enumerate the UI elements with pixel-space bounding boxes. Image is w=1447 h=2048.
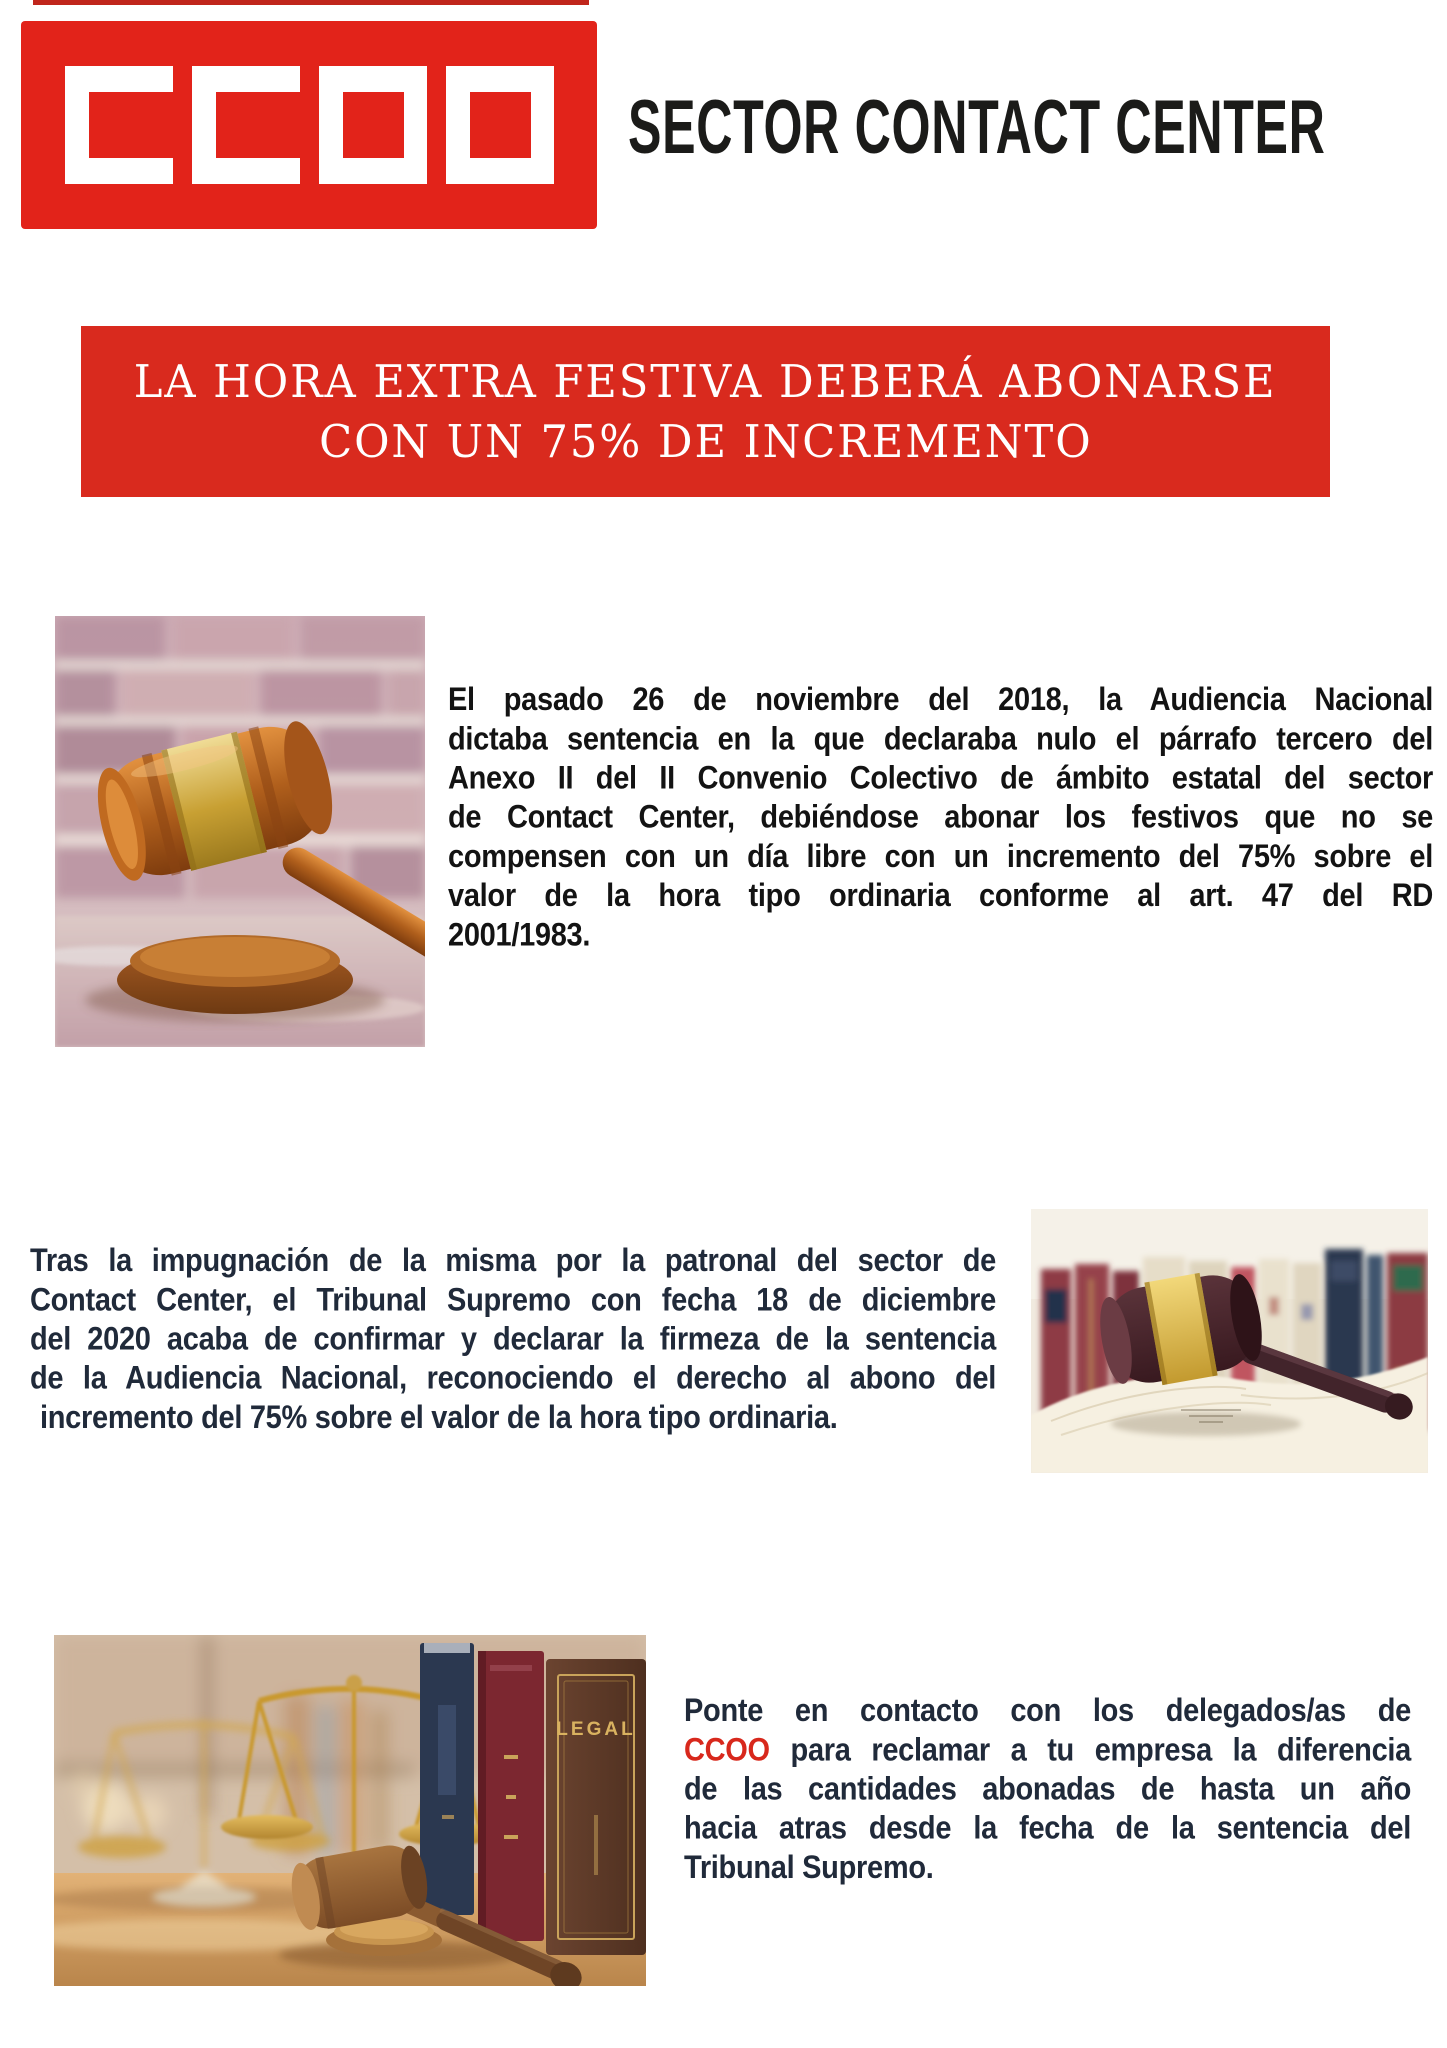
paragraph-line: Anexo II del II Convenio Colectivo de ámbito estatal del sector <box>448 760 1433 797</box>
paragraph-line: dictaba sentencia en la que declaraba nulo el párrafo tercero del <box>448 721 1433 758</box>
paragraph-line: 2001/1983. <box>448 917 591 954</box>
ccoo-highlight: CCOO <box>684 1732 770 1769</box>
legal-book-spine-text: LEGAL <box>556 1719 636 1740</box>
paragraph-tribunal-supremo <box>30 1242 996 1438</box>
paragraph-line: de la Audiencia Nacional, reconociendo el derecho al abono del <box>30 1360 996 1397</box>
headline-line-1: LA HORA EXTRA FESTIVA DEBERÁ ABONARSE <box>134 354 1277 408</box>
paragraph-line: Ponte en contacto con los delegados/as de <box>684 1693 1411 1729</box>
scales-books-gavel-photo <box>54 1635 646 1986</box>
logo-letter-c2 <box>192 66 300 184</box>
top-edge-strip <box>33 0 589 5</box>
paragraph-line: del 2020 acaba de confirmar y declarar la firmeza de la sentencia <box>30 1321 996 1358</box>
logo-letter-counter <box>470 92 531 158</box>
logo-letter-counter <box>89 92 173 158</box>
logo-letter-counter <box>343 92 404 158</box>
paragraph-line: Contact Center, el Tribunal Supremo con fecha 18 de diciembre <box>30 1282 996 1319</box>
paragraph-line: compensen con un día libre con un incremento del 75% sobre el <box>448 838 1433 875</box>
gavel-base <box>117 935 353 1014</box>
gavel-brick-wall-photo <box>55 616 425 1047</box>
paragraph-line: Tribunal Supremo. <box>684 1849 934 1886</box>
logo-letter-counter <box>216 92 300 158</box>
headline-banner <box>81 326 1330 497</box>
logo-letter-c1 <box>65 66 173 184</box>
paragraph-line: valor de la hora tipo ordinaria conforme al art. 47 del RD <box>448 878 1433 914</box>
ccoo-logo <box>21 21 597 229</box>
paragraph-line: El pasado 26 de noviembre del 2018, la Audiencia Nacional <box>448 682 1433 718</box>
gavel-open-book-photo <box>1031 1209 1428 1473</box>
sector-title: SECTOR CONTACT CENTER <box>628 85 1326 170</box>
logo-letter-o1 <box>319 66 427 184</box>
paragraph-line: Tras la impugnación de la misma por la patronal del sector de <box>30 1243 996 1279</box>
paragraph-line-rest: para reclamar a tu empresa la diferencia <box>769 1732 1411 1769</box>
paragraph-line <box>684 1731 1411 1770</box>
paragraph-line: hacia atras desde la fecha de la sentencia del <box>684 1810 1411 1847</box>
paragraph-sentencia-audiencia <box>448 681 1433 955</box>
headline-line-2: CON UN 75% DE INCREMENTO <box>318 414 1093 468</box>
paragraph-contacta-delegados <box>684 1692 1411 1888</box>
logo-letter-o2 <box>446 66 554 184</box>
paragraph-line: de las cantidades abonadas de hasta un año <box>684 1771 1411 1808</box>
paragraph-line: incremento del 75% sobre el valor de la hora tipo ordinaria. <box>40 1399 838 1436</box>
law-books-right <box>420 1643 646 1955</box>
paragraph-line: de Contact Center, debiéndose abonar los festivos que no se <box>448 799 1433 836</box>
